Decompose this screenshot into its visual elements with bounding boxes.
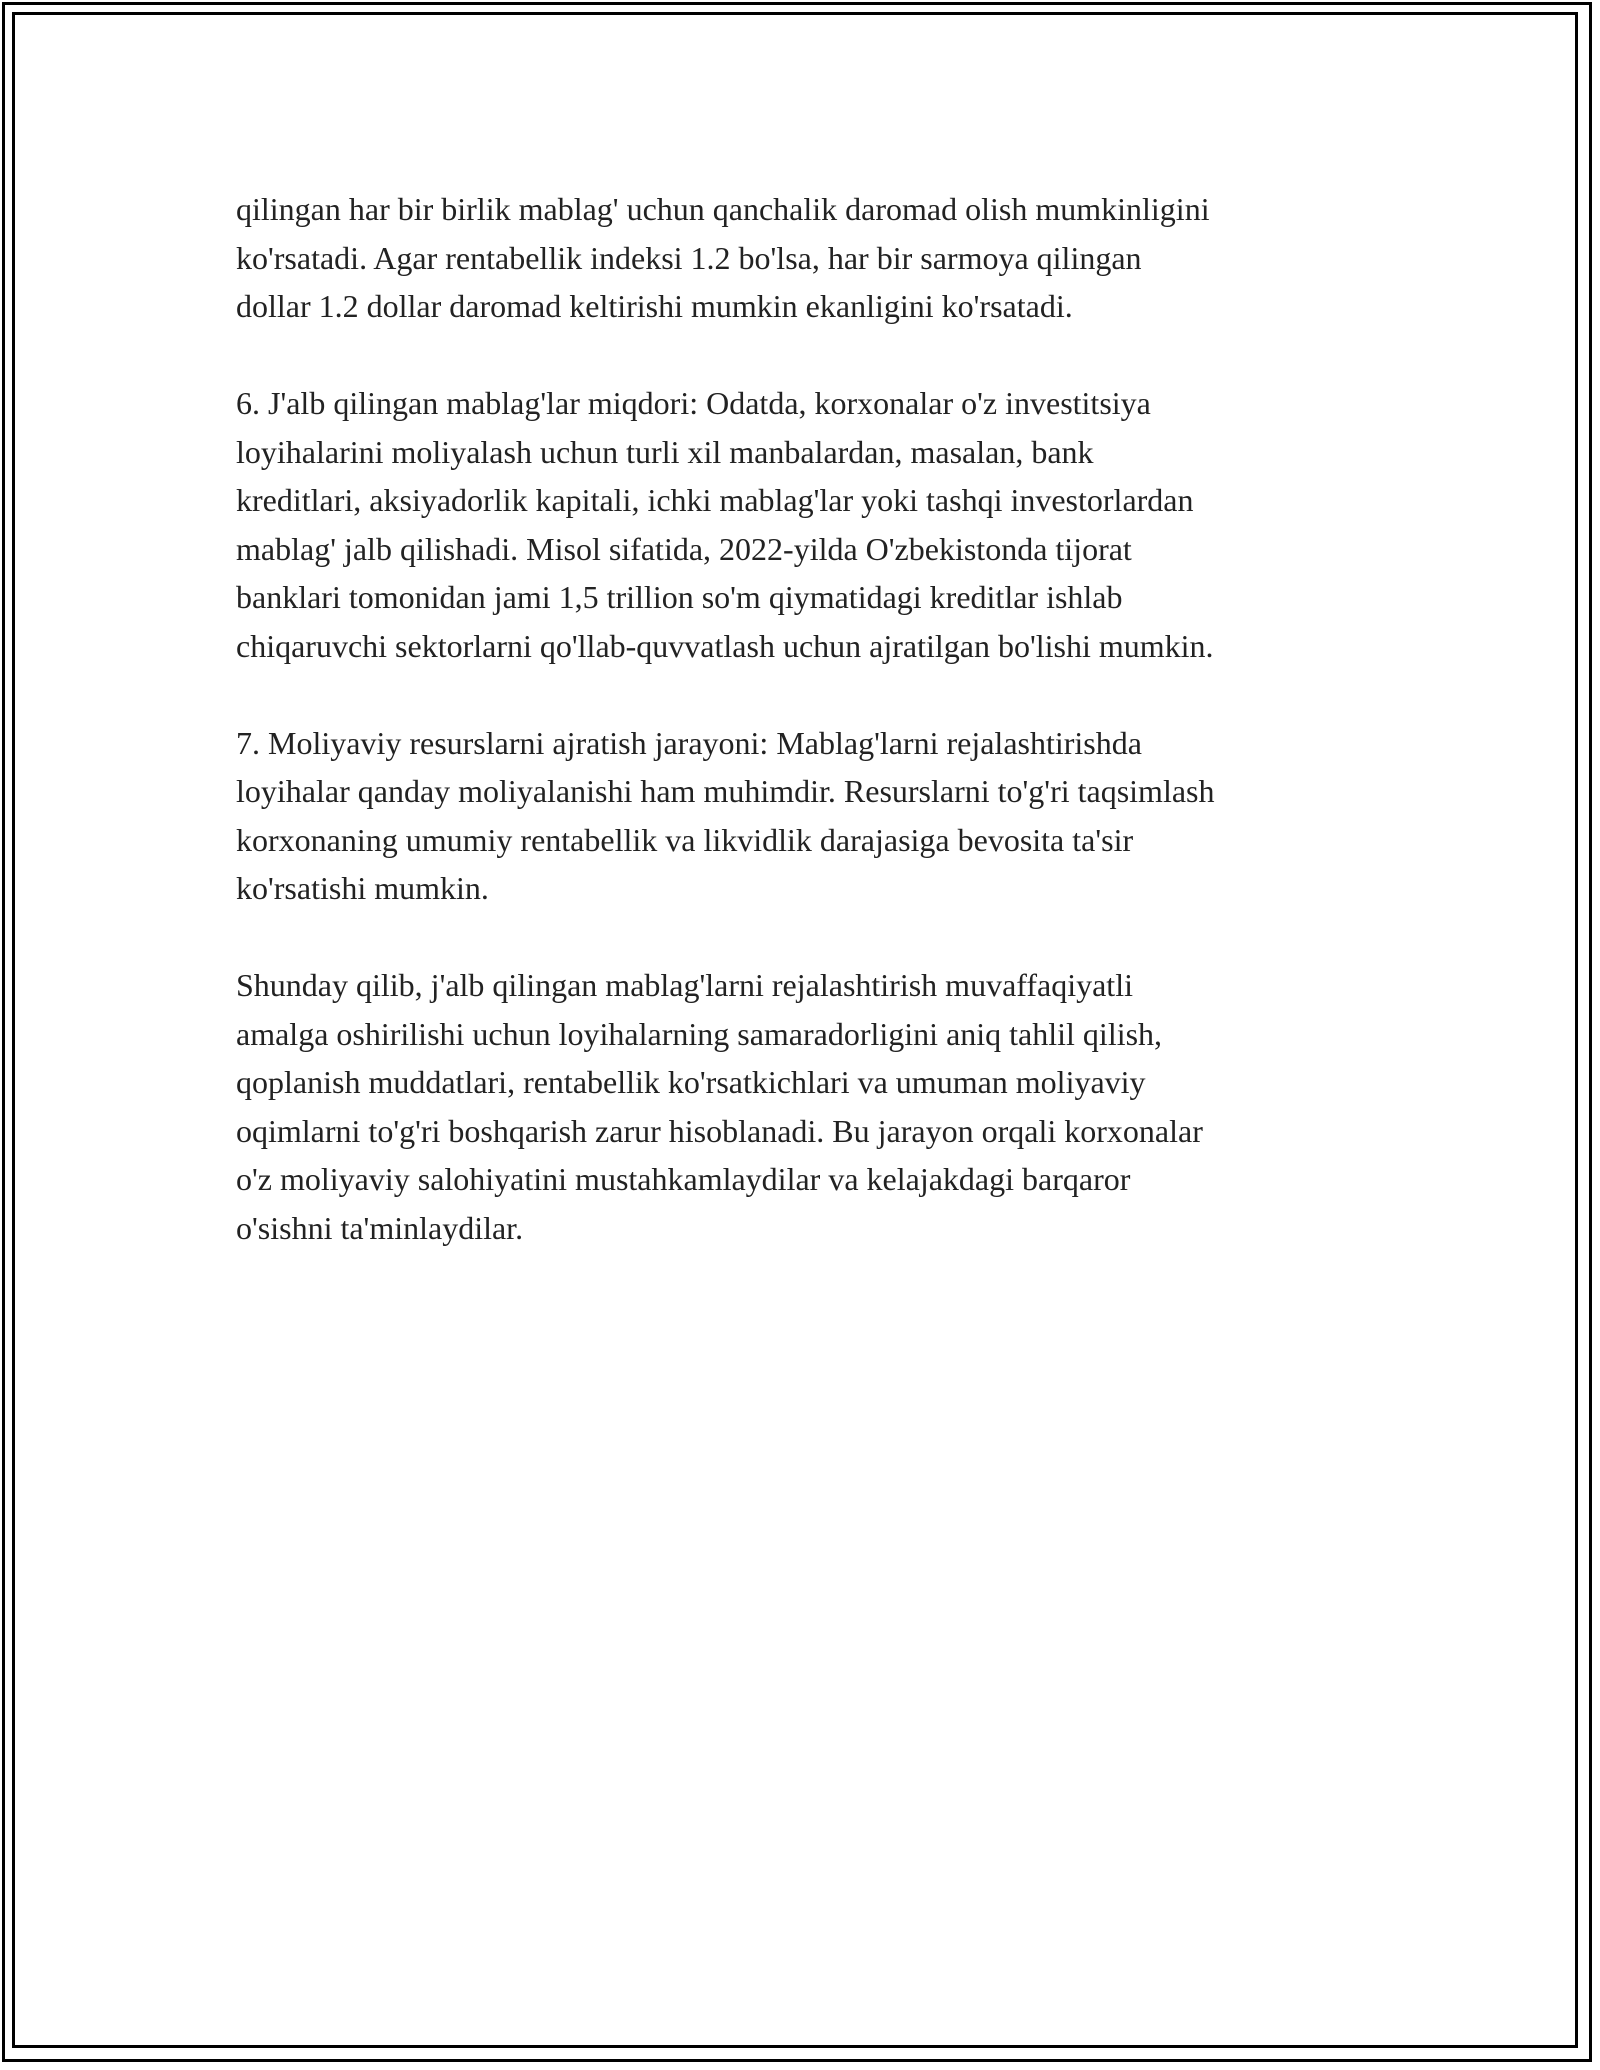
paragraph-resource-allocation: 7. Moliyaviy resurslarni ajratish jarayoni: Mablag'larni rejalashtirishda loyihalar qanday moliyalanishi ham muhimdir. Resurslarni to'g'ri taqsimlash korxonaning umumiy rentabellik va likvidlik darajasiga bevosita ta'sir ko'rsatishi mumkin.: [236, 724, 1215, 906]
paragraph-profitability-index: qilingan har bir birlik mablag' uchun qanchalik daromad olish mumkinligini ko'rsatadi. Agar rentabellik indeksi 1.2 bo'lsa, har bir sarmoya qilingan dollar 1.2 dollar daromad keltirishi mumkin ekanligini ko'rsatadi.: [236, 191, 1210, 324]
paragraph-attracted-funds-amount: 6. J'alb qilingan mablag'lar miqdori: Odatda, korxonalar o'z investitsiya loyihalarini moliyalash uchun turli xil manbalardan, masalan, bank kreditlari, aksiyadorlik kapitali, ichki mablag'lar yoki tashqi investorlardan mablag' jalb qilishadi. Misol sifatida, 2022-yilda O'zbekistonda tijorat banklari tomonidan jami 1,5 trillion so'm qiymatidagi kreditlar ishlab chiqaruvchi sektorlarni qo'llab-quvvatlash uchun ajratilgan bo'lishi mumkin.: [236, 385, 1214, 664]
document-body: [236, 185, 1366, 1301]
paragraph-conclusion: Shunday qilib, j'alb qilingan mablag'larni rejalashtirish muvaffaqiyatli amalga oshirilishi uchun loyihalarning samaradorligini aniq tahlil qilish, qoplanish muddatlari, rentabellik ko'rsatkichlari va umuman moliyaviy oqimlarni to'g'ri boshqarish zarur hisoblanadi. Bu jarayon orqali korxonalar o'z moliyaviy salohiyatini mustahkamlaydilar va kelajakdagi barqaror o'sishni ta'minlaydilar.: [236, 967, 1203, 1246]
